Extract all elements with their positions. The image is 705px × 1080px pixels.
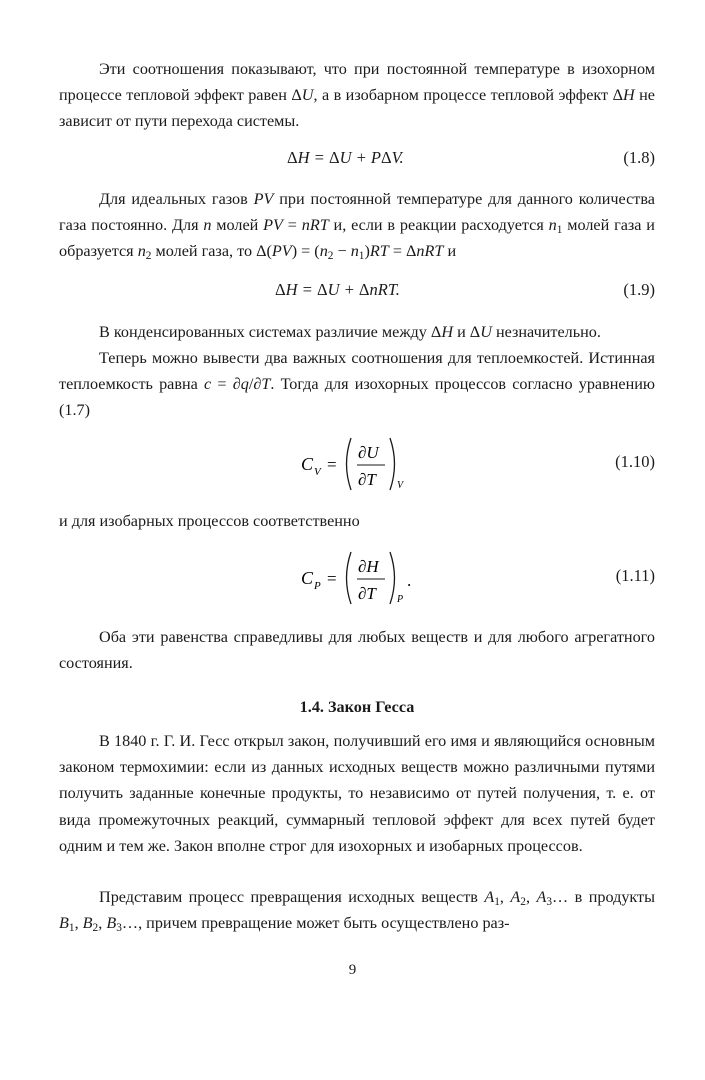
svg-text:∂H: ∂H [358,557,379,576]
formula-1-10-graphic [59,432,655,496]
formula-1-8-expression: ΔH = ΔU + PΔV. [287,148,404,167]
svg-text:P: P [314,580,321,592]
paragraph-6: Оба эти равенства справедливы для любых веществ и для любого агрегатного состояния. [59,628,655,673]
page-number: 9 [348,962,357,978]
formula-1-8-number: (1.8) [623,148,655,167]
formula-1-8 [59,148,655,178]
formula-1-11-number: (1.11) [615,566,655,585]
svg-text:=: = [327,455,337,474]
svg-text:∂U: ∂U [358,443,379,462]
paragraph-3: В конденсированных системах различие между ΔH и ΔU незначительно. [99,323,601,341]
formula-1-11-graphic [59,546,655,610]
formula-1-9-number: (1.9) [623,280,655,299]
svg-text:V: V [397,480,404,491]
formula-1-9-expression: ΔH = ΔU + ΔnRT. [275,280,400,299]
svg-text:∂T: ∂T [358,584,376,603]
paragraph-7: В 1840 г. Г. И. Гесс открыл закон, получивший его имя и являющийся основным законом термохимии: если из данных исходных веществ можно различными путями получить заданные конечные продукты, то независимо от путей получения, т. е. от вида промежуточных реакций, суммарный тепловой эффект для всех путей будет одним и тем же. Закон вполне строг для изохорных и изобарных процессов. [59,732,655,855]
svg-text:=: = [327,569,337,588]
formula-1-10-number: (1.10) [615,452,655,471]
svg-text:.: . [407,571,412,590]
svg-text:V: V [314,466,321,478]
paragraph-1: Эти соотношения показывают, что при постоянной температуре в изохорном процессе тепловой эффект равен ΔU, а в изобарном процессе тепловой эффект ΔH не зависит от пути перехода системы. [59,60,655,131]
paragraph-8: Представим процесс превращения исходных веществ $A_1$, $A_2$, $A_3\dots$ в продукты $B_1$, $B_2$, $B_3\dots$, причем превращение может быть осуществлено раз- [59,888,656,935]
formula-1-10 [59,432,655,496]
paragraph-5: и для изобарных процессов соответственно [59,512,360,530]
svg-text:∂T: ∂T [358,470,376,489]
svg-text:C: C [301,568,314,588]
section-heading: 1.4. Закон Гесса [299,698,415,716]
svg-text:C: C [301,454,314,474]
svg-text:P: P [397,594,404,605]
paragraph-2: Для идеальных газов PV при постоянной температуре для данного количества газа постоянно. Для n молей PV = nRT и, если в реакции расходуется $n_1$ молей газа и образуется $n_2$ молей газа, то $\Delta(PV) = (n_2 - n_1)RT = \Delta nRT$ и [59,190,655,263]
paragraph-4: Теперь можно вывести два важных соотношения для теплоемкостей. Истинная теплоемкость равна c = ∂q/∂T. Тогда для изохорных процессов согласно уравнению (1.7) [59,349,656,420]
formula-1-9 [59,280,655,310]
formula-1-11 [59,546,655,610]
